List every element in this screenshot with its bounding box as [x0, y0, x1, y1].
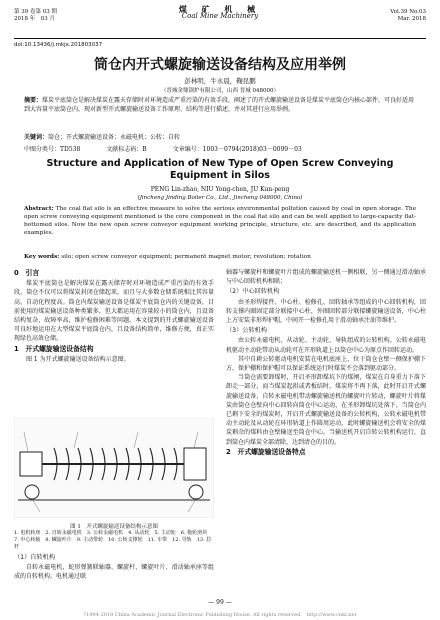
abstract-en-label: Abstract: [24, 206, 54, 212]
figure-1-caption: 图 1 开式螺旋输送设备结构示意图 [70, 524, 158, 530]
article-title-zh: 筒仓内开式螺旋输送设备结构及应用举例 [94, 57, 346, 73]
center-pivot [184, 448, 206, 480]
keywords-zh-text: 筒仓；开式螺旋输送设备；永磁电机；公转；自转 [48, 134, 181, 141]
abstract-zh-text: 煤炭平底筒仓是解决煤炭在露天存储时对环境造成严重污染的有效手段。阐述了的开式螺旋输送设备是煤炭平底筒仓内核心部件，可良好适用到大容量平底筒仓内。现对新型开式螺旋输送设备工作原理、结构等进行描述，并对其进行应用举例。 [24, 97, 415, 113]
abstract-en [24, 205, 416, 237]
subsection-1-heading: （1）自转机构 [14, 554, 56, 561]
drive-wheel [25, 485, 39, 499]
abstract-zh [24, 96, 416, 114]
header-right [390, 9, 426, 23]
subsection-1-paragraph: 自转永磁电机、蛇形弹簧联轴器、螺旋杆、螺旋叶片、滑动轴承座等组成的自转机构。电机通过联 [14, 564, 214, 581]
volume-en: Vol.39 No.03 [390, 9, 426, 15]
keywords-zh-label: 关键词： [24, 134, 49, 141]
header-center [14, 6, 426, 20]
right-column [226, 268, 426, 458]
left-column-top [14, 268, 214, 364]
journal-name-en: Coal Mine Machinery [181, 12, 259, 20]
driven-wheel [189, 485, 203, 499]
subsection-3-heading: （3）公转机构 [226, 327, 268, 335]
page-number: — 99 — [208, 599, 232, 606]
abstract-zh-label: 摘要： [24, 97, 43, 104]
article-title-en: Structure and Application of New Type of Open Screw Conveying Equipment in Silos [46, 158, 394, 181]
class-number: 中图分类号：TD538 [24, 146, 81, 153]
keywords-en [24, 254, 416, 260]
volume-zh: 第 39 卷第 03 期 [14, 9, 57, 15]
doi[interactable]: doi:10.13436/j.mkjx.201803037 [14, 42, 103, 48]
date-en: Mar. 2018 [397, 16, 426, 22]
footer-copyright: ?1994-2018 China Academic Journal Electronic Publishing House. All rights reserved. http://www.cnki.net [83, 612, 357, 618]
keywords-en-text: silo; open screw conveyor equipment; permanent magnet motor; revolution; rotation [61, 254, 311, 260]
affiliation-en: (Jincheng Jinding Boiler Co., Ltd., Jincheng 048000, China) [137, 195, 303, 201]
header-rule [14, 38, 426, 39]
date-zh: 2018 年 03 月 [14, 16, 55, 22]
right-para-b: 其中自耕公转驱动电机安装在电机底座上，位于筒仓仓壁一侧保护棚下方，保护棚和保护帽可以保证系统运行时煤炭不会落到驱动部分。 [226, 355, 426, 373]
authors-en: PENG Lin-zhao, NIU Yong-chen, JU Kun-peng [150, 186, 290, 193]
journal-name-zh: 煤 矿 机 械 [178, 4, 262, 14]
section-1-paragraph: 图 1 为开式螺旋输送设备结构示意图。 [26, 355, 130, 363]
section-0-heading: 0 引言 [14, 269, 40, 277]
subsection-3-paragraph: 由公转永磁电机、从动轮、主动轮、导轨组成的公转机构。公转永磁电机驱动主动轮带动从动轮可在开形轨道上以筒仓中心为原点作回转运动。 [226, 337, 426, 354]
classification-line [24, 144, 416, 153]
document-code: 文献标志码：B [106, 146, 147, 153]
figure-1-legend: 1. 电机转座 2. 自转永磁电机 3. 公转永磁电机 4. 从动轮 5. 主动轮 6. 拖轮滑块 7. 中心转轴 8. 螺旋叶片 9. 主动带轮 10. 公转支撑轮 11. 车带 12. 导轨 13. 拉杆 [14, 530, 213, 550]
section-1-heading: 1 开式螺旋输送设备结构 [14, 344, 94, 353]
affiliation-zh: （晋城金鼎锅炉有限公司，山西 晋城 048000） [161, 88, 279, 94]
right-para-c: 当筒仓需要卸煤时，开启圣形卸煤坑下的煤闸，煤炭在自身重力下落下卸走一部分，而当煤炭起拱或者板结时，煤炭将不再下落，此时开启开式螺旋输送设备，自转永磁电机带动螺旋输送机的螺旋叶片转动，螺旋叶片将煤炭由筒仓仓壁向中心回转向筒仓中心运动，在圣形卸煤坑处落下。当筒仓内已剩下安全的煤炭时，开启开式螺旋输送设备的公转机构，公转永磁电机带动主动轮及从动轮在环形轨道上作圆周运动，此时螺旋输送机会将安全的煤炭剩余的煤料由仓壁输送至筒仓中心。当输送机开启自转公转机构运行，直到筒仓内煤炭全部清除，达到清仓的目的。 [226, 374, 426, 446]
subsection-2-paragraph: 由圣形焊接件、中心柱、检修孔、回转轴承等组成的中心回转机构，回转支撑内圈固定部分联接中心柱，外圈回转部分联接螺旋输送设备，中心柱上方安装非形焊护帽，中间开一检修孔用于滑动轴承注油等维护。 [226, 298, 426, 325]
left-column-bottom [14, 552, 214, 582]
keywords-zh [24, 132, 416, 141]
section-0-paragraph: 煤炭平底筒仓是解决煤炭在露天储存时对环境造成严重污染的有效手段，筒仓不仅可以将煤炭封闭仓储起来，而且与大多数仓储系统相比其容量高、自动化程度高。筒仓内煤炭输送设备是煤炭平底筒仓内的关键设备，目前使用的煤炭输送设备种类繁多，但大都运用在容量较小的筒仓内，且设备结构复杂，故障率高，维护检修困难等问题。本文提到的开式螺旋输送设备可良好地运用在大型煤炭平底筒仓内，且设备结构简单，维修方便，真正实现绿色高效仓储。 [14, 280, 214, 343]
right-para-a: 轴器与螺旋杆和螺旋叶片组成的螺旋输送机一侧相联，另一侧通过滑动轴承与中心回转机构相联； [226, 269, 426, 286]
rotation-motor [20, 452, 42, 476]
subsection-2-heading: （2）中心回转机构 [226, 288, 280, 296]
authors-zh: 彭林明，牛永晨，鞠昆鹏 [184, 77, 256, 85]
abstract-en-text: The coal flat silo is an effective measure to solve the serious environmental pollution caused by coal in open storage. The open screw conveying equipment mentioned is the core component in the coal flat silo and can be well applied to large-capacity flat-bottomed silos. Now the new open screw conveyor equipment working principle, structure, etc. are described, and its application examples. [24, 206, 416, 236]
running-header [14, 6, 426, 38]
figure-1-diagram [14, 418, 214, 518]
section-2-heading: 2 开式螺旋输送设备特点 [226, 447, 306, 456]
article-number: 文章编号：1003－0794(2018)03－0099－03 [172, 146, 302, 153]
keywords-en-label: Key words: [24, 254, 60, 260]
